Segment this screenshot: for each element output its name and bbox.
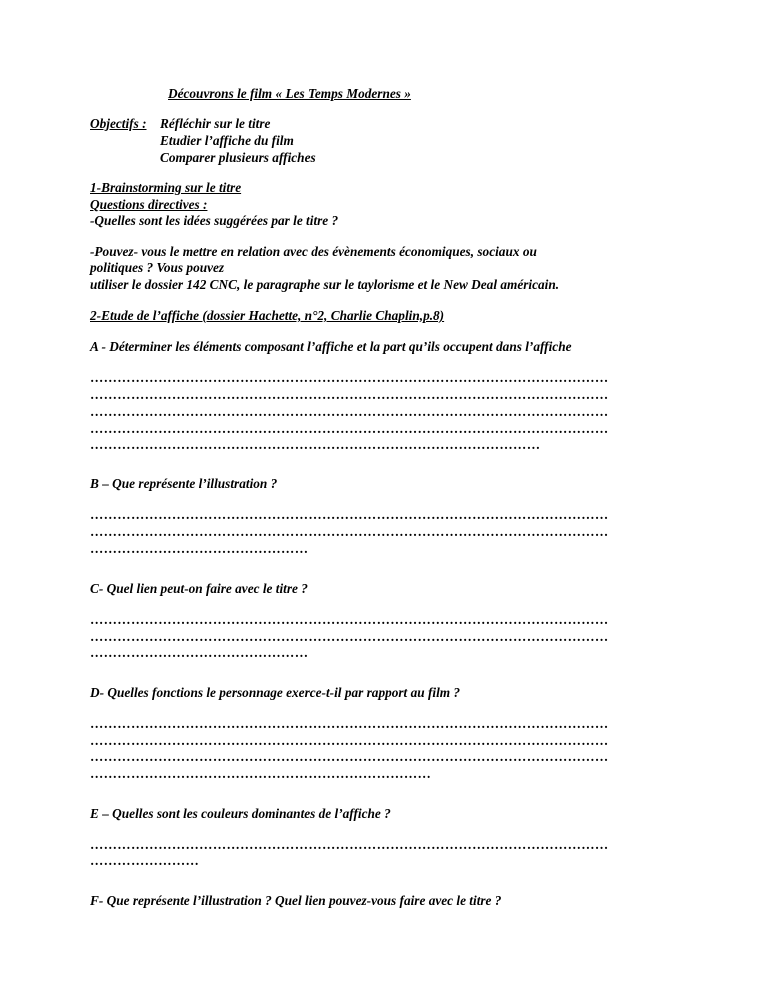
answer-line: ………………………………………… — [90, 645, 309, 660]
answer-line: …………………………………………………………………………………………………… — [90, 716, 609, 731]
answer-line: ………………………………………………………………… — [90, 766, 432, 781]
section1-heading: 1-Brainstorming sur le titre — [90, 180, 242, 195]
answer-line: …………………………………………………………………………………………………… — [90, 612, 609, 627]
answer-line: …………………………………………………………………………………………………… — [90, 749, 609, 764]
answer-line: ……………………………………………………………………………………… — [90, 437, 541, 452]
answer-line: …………………………………………………………………………………………………… — [90, 507, 609, 522]
answer-line: …………………………………………………………………………………………………… — [90, 524, 609, 539]
answer-line: …………………………………………………………………………………………………… — [90, 421, 609, 436]
page-title: Découvrons le film « Les Temps Modernes » — [168, 86, 411, 101]
objectives-label — [90, 116, 147, 132]
question-relation-cont: politiques ? Vous pouvez — [90, 260, 225, 275]
question-relation-cont: utiliser le dossier 142 CNC, le paragraphe sur le taylorisme et le New Deal américain. — [90, 277, 560, 292]
answer-line: …………………… — [90, 853, 200, 868]
question-b: B – Que représente l’illustration ? — [90, 476, 278, 491]
answer-line: …………………………………………………………………………………………………… — [90, 837, 609, 852]
question-a: A - Déterminer les éléments composant l’affiche et la part qu’ils occupent dans l’affiche — [90, 339, 572, 354]
section1-subheading: Questions directives : — [90, 197, 208, 212]
question-f: F- Que représente l’illustration ? Quel lien pouvez-vous faire avec le titre ? — [90, 893, 502, 908]
section2-heading: 2-Etude de l’affiche (dossier Hachette, n°2, Charlie Chaplin,p.8) — [90, 308, 445, 323]
answer-line: …………………………………………………………………………………………………… — [90, 370, 609, 385]
question-ideas: -Quelles sont les idées suggérées par le titre ? — [90, 213, 339, 228]
objective-item: Réfléchir sur le titre — [160, 116, 271, 131]
question-e: E – Quelles sont les couleurs dominantes de l’affiche ? — [90, 806, 391, 821]
answer-line: …………………………………………………………………………………………………… — [90, 387, 609, 402]
objective-item: Comparer plusieurs affiches — [160, 150, 316, 165]
objective-item: Etudier l’affiche du film — [160, 133, 294, 148]
answer-line: …………………………………………………………………………………………………… — [90, 404, 609, 419]
answer-line: …………………………………………………………………………………………………… — [90, 629, 609, 644]
question-d: D- Quelles fonctions le personnage exerce-t-il par rapport au film ? — [90, 685, 461, 700]
question-relation: -Pouvez- vous le mettre en relation avec des évènements économiques, sociaux ou — [90, 244, 537, 259]
answer-line: …………………………………………………………………………………………………… — [90, 733, 609, 748]
answer-line: ………………………………………… — [90, 541, 309, 556]
question-c: C- Quel lien peut-on faire avec le titre ? — [90, 581, 308, 596]
objectives-label-text: Objectifs : — [90, 116, 147, 131]
